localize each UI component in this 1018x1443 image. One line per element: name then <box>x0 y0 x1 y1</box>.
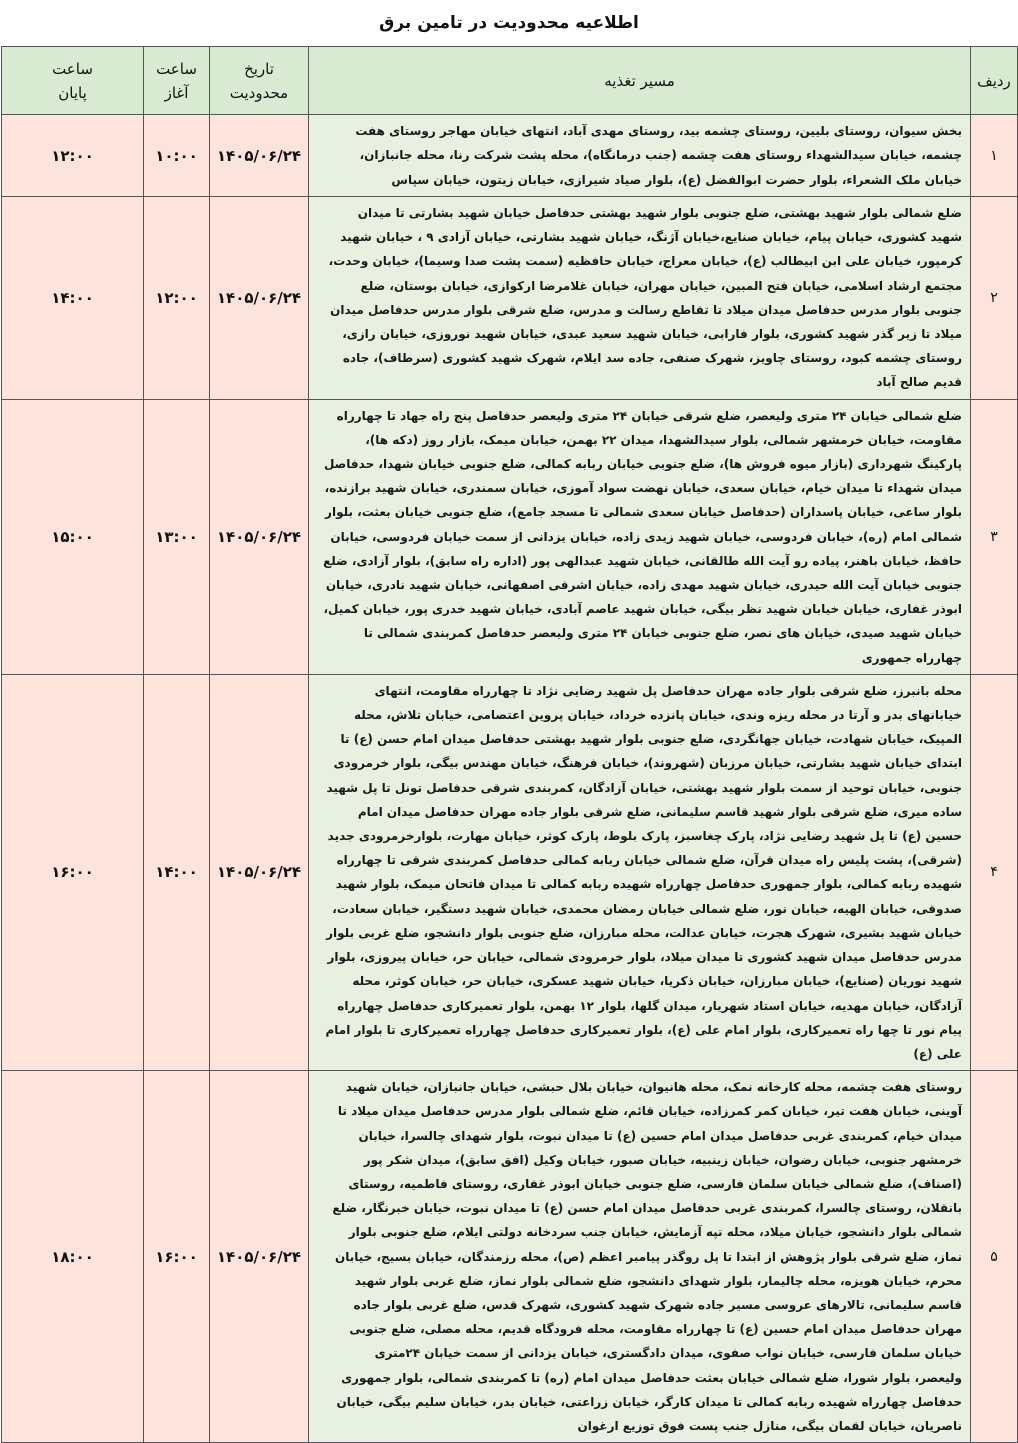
row-start-time: ۱۶:۰۰ <box>144 1071 210 1443</box>
row-date: ۱۴۰۵/۰۶/۲۴ <box>210 1071 309 1443</box>
header-date-line2: محدودیت <box>229 83 289 102</box>
row-start-time: ۱۴:۰۰ <box>144 674 210 1070</box>
table-header-row <box>2 47 1018 115</box>
header-start <box>144 47 210 115</box>
header-route: مسیر تغذیه <box>309 47 971 115</box>
header-start-line1: ساعت <box>156 59 197 78</box>
header-index: ردیف <box>971 47 1018 115</box>
row-route: ضلع شمالی خیابان ۲۴ متری ولیعصر، ضلع شرقی خیابان ۲۴ متری ولیعصر حدفاصل پنج راه جهاد تا چهارراه مقاومت، خیابان خرمشهر شمالی، بلوار سیدالشهدا، میدان ۲۲ بهمن، خیابان میمک، بازار روز (دکه ها)، پارکینگ شهرداری (بازار میوه فروش ها)، ضلع جنوبی خیابان ربابه کمالی، ضلع جنوبی خیابان شهدا، حدفاصل میدان شهداء تا میدان خیام، خیابان سعدی، خیابان نهضت سواد آموزی، خیابان سمندری، خیابان شهید برازنده، بلوار ساعی، خیابان پاسداران (حدفاصل خیابان سعدی شمالی تا مسجد جامع)، ضلع جنوبی خیابان بعثت، بلوار شمالی امام (ره)، خیابان فردوسی، خیابان شهید زیدی زاده، خیابان یزدانی از سمت خیابان فردوسی، خیابان حافظ، خیابان باهنر، پیاده رو آیت الله طالقانی، خیابان شهید عبدالهی پور (اداره راه سابق)، بلوار آزادی، ضلع جنوبی خیابان آیت الله حیدری، خیابان شهید مهدی زاده، خیابان اشرفی اصفهانی، خیابان شهید نادری، خیابان ابوذر غفاری، خیابان خیابان شهید نظر بیگی، خیابان شهید عاصم آبادی، خیابان شهید خدری پور، خیابان کمیل، خیابان شهید صیدی، خیابان های نصر، ضلع جنوبی خیابان ۲۴ متری ولیعصر حدفاصل کمربندی شمالی تا چهارراه جمهوری <box>309 399 971 674</box>
table-row <box>2 115 1018 197</box>
row-date: ۱۴۰۵/۰۶/۲۴ <box>210 674 309 1070</box>
table-row <box>2 1071 1018 1443</box>
row-index: ۱ <box>971 115 1018 197</box>
row-date: ۱۴۰۵/۰۶/۲۴ <box>210 115 309 197</box>
row-route: روستای هفت چشمه، محله کارخانه نمک، محله هانیوان، خیابان بلال حبشی، خیابان جانبازان، خیابان شهید آوینی، خیابان هفت تیر، خیابان کمر کمرزاده، خیابان قائم، ضلع شمالی بلوار مدرس حدفاصل میدان میلاد تا میدان خیام، کمربندی غربی حدفاصل میدان امام حسین (ع) تا میدان نبوت، بلوار شهدای چالسرا، خیابان خرمشهر جنوبی، خیابان رضوان، خیابان زینبیه، خیابان صبور، خیابان وکیل (افق سابق)، میدان شکر پور (اصناف)، ضلع شمالی خیابان سلمان فارسی، ضلع جنوبی خیابان ابوذر غفاری، روستای فاطمیه، روستای بانقلان، روستای چالسرا، کمربندی غربی حدفاصل میدان امام حسن (ع) تا میدان نبوت، خیابان خبرنگار، ضلع شمالی بلوار دانشجو، خیابان میلاد، محله تپه آزمایش، خیابان جنب سردخانه دولتی ایلام، ضلع جنوبی بلوار نماز، ضلع شرقی بلوار پژوهش از ابتدا تا پل روگذر پیامبر اعظم (ص)، محله رزمندگان، خیابان بسیج، خیابان محرم، خیابان هویزه، محله چالیمار، بلوار شهدای دانشجو، ضلع شمالی بلوار نماز، ضلع غربی بلوار شهید قاسم سلیمانی، تالارهای عروسی مسیر جاده شهرک شهید کشوری، شهرک قدس، ضلع غربی بلوار جاده مهران حدفاصل میدان امام حسین (ع) تا چهارراه مقاومت، محله فرودگاه قدیم، محله مصلی، ضلع جنوبی خیابان سلمان فارسی، خیابان نواب صفوی، میدان دادگستری، خیابان یزدانی از سمت خیابان ۲۴متری ولیعصر، بلوار شورا، ضلع شمالی خیابان بعثت حدفاصل میدان امام (ره) تا کمربندی شمالی، بلوار جمهوری حدفاصل چهارراه شهیده ربابه کمالی تا میدان کارگر، خیابان زراعتی، خیابان بدر، خیابان سلیم بیگی، خیابان ناصریان، خیابان لقمان بیگی، منازل جنب پست فوق توزیع ارغوان <box>309 1071 971 1443</box>
table-row <box>2 674 1018 1070</box>
header-end-line2: پایان <box>58 83 87 102</box>
header-end-line1: ساعت <box>52 59 93 78</box>
row-index: ۳ <box>971 399 1018 674</box>
page-title: اطلاعیه محدودیت در تامین برق <box>379 13 639 33</box>
row-route: ضلع شمالی بلوار شهید بهشتی، ضلع جنوبی بلوار شهید بهشتی حدفاصل خیابان شهید بشارتی تا میدان شهید کشوری، خیابان پیام، خیابان صنایع،خیابان آژنگ، خیابان شهید بشارتی، خیابان آزادی ۹ ، خیابان شهید کرمپور، خیابان علی ابن ابیطالب (ع)، خیابان معراج، خیابان حافظیه (سمت پشت صدا وسیما)، خیابان وحدت، مجتمع ارشاد اسلامی، خیابان فتح المبین، خیابان مهران، خیابان غلامرضا ارکوازی، خیابان بوستان، ضلع جنوبی بلوار مدرس حدفاصل میدان میلاد تا تقاطع رسالت و مدرس، ضلع شرقی بلوار مدرس حدفاصل میدان میلاد تا زیر گذر شهید کشوری، بلوار فارابی، خیابان شهید سعید عبدی، خیابان شهید نوروزی، خیابان رازی، روستای چشمه کبود، روستای چاویز، شهرک صنفی، جاده سد ایلام، شهرک شهید کشوری (سرطاف)، جاده قدیم صالح آباد <box>309 197 971 400</box>
row-route: بخش سیوان، روستای بلیین، روستای چشمه بید، روستای مهدی آباد، انتهای خیابان مهاجر روستای هفت چشمه، خیابان سیدالشهداء روستای هفت چشمه (جنب درمانگاه)، محله پشت شرکت رنا، محله جانبازان، خیابان ملک الشعراء، بلوار حضرت ابوالفضل (ع)، بلوار صیاد شیرازی، خیابان زیتون، خیابان سپاس <box>309 115 971 197</box>
row-end-time: ۱۵:۰۰ <box>2 399 144 674</box>
row-end-time: ۱۸:۰۰ <box>2 1071 144 1443</box>
row-start-time: ۱۲:۰۰ <box>144 197 210 400</box>
row-index: ۲ <box>971 197 1018 400</box>
row-index: ۴ <box>971 674 1018 1070</box>
row-route: محله بانبرز، ضلع شرقی بلوار جاده مهران حدفاصل پل شهید رضایی نژاد تا چهارراه مقاومت، انتهای خیابانهای بدر و آرتا در محله ریزه وندی، خیابان پانزده خرداد، خیابان پروین اعتصامی، خیابان تلاش، محله المپیک، خیابان شهادت، خیابان جهانگردی، ضلع جنوبی بلوار شهید بهشتی حدفاصل میدان امام حسن (ع) تا ابتدای خیابان شهید بشارتی، خیابان مرزبان (شهروند)، خیابان فرهنگ، خیابان مهندس بیگی، بلوار خرمرودی جنوبی، خیابان توحید از سمت بلوار شهید بهشتی، خیابان آزادگان، کمربندی شرقی حدفاصل تونل تا پل شهید ساده میری، ضلع شرقی بلوار شهید قاسم سلیمانی، ضلع شرقی بلوار جاده مهران حدفاصل میدان امام حسین (ع) تا پل شهید رضایی نژاد، پارک چغاسبز، پارک بلوط، پارک کوثر، خیابان مهارت، بلوارخرمرودی جدید (شرقی)، پشت پلیس راه میدان قرآن، ضلع شمالی خیابان ربابه کمالی حدفاصل کمربندی شرقی تا چهارراه شهیده ربابه کمالی، بلوار جمهوری حدفاصل چهارراه شهیده ربابه کمالی تا میدان فاتحان میمک، بلوار شهید صدوقی، خیابان الهیه، خیابان نور، ضلع شمالی خیابان رمضان محمدی، خیابان شهید دستگیر، خیابان سعادت، خیابان شهید بشیری، شهرک هجرت، خیابان عدالت، محله مبارزان، ضلع جنوبی بلوار دانشجو، ضلع غربی بلوار مدرس حدفاصل میدان شهید کشوری تا میدان میلاد، بلوار خرمرودی شمالی، خیابان حر، خیابان پیروزی، بلوار شهید نوریان (صنایع)، خیابان مبارزان، خیابان ذکریا، خیابان شهید عسکری، خیابان حر، خیابان کوثر، محله آزادگان، خیابان مهدیه، خیابان استاد شهریار، میدان گلها، بلوار ۱۲ بهمن، بلوار تعمیرکاری حدفاصل چهارراه پیام نور تا چها راه تعمیرکاری، بلوار امام علی (ع)، بلوار تعمیرکاری حدفاصل چهارراه تعمیرکاری تا بلوار امام علی (ع) <box>309 674 971 1070</box>
row-date: ۱۴۰۵/۰۶/۲۴ <box>210 399 309 674</box>
row-end-time: ۱۶:۰۰ <box>2 674 144 1070</box>
header-date <box>210 47 309 115</box>
header-end <box>2 47 144 115</box>
table-row <box>2 399 1018 674</box>
row-end-time: ۱۴:۰۰ <box>2 197 144 400</box>
table-row <box>2 197 1018 400</box>
row-start-time: ۱۳:۰۰ <box>144 399 210 674</box>
power-outage-table <box>1 46 1018 1443</box>
row-index: ۵ <box>971 1071 1018 1443</box>
header-start-line2: آغاز <box>164 83 189 102</box>
row-date: ۱۴۰۵/۰۶/۲۴ <box>210 197 309 400</box>
header-date-line1: تاریخ <box>244 59 274 78</box>
row-start-time: ۱۰:۰۰ <box>144 115 210 197</box>
row-end-time: ۱۲:۰۰ <box>2 115 144 197</box>
